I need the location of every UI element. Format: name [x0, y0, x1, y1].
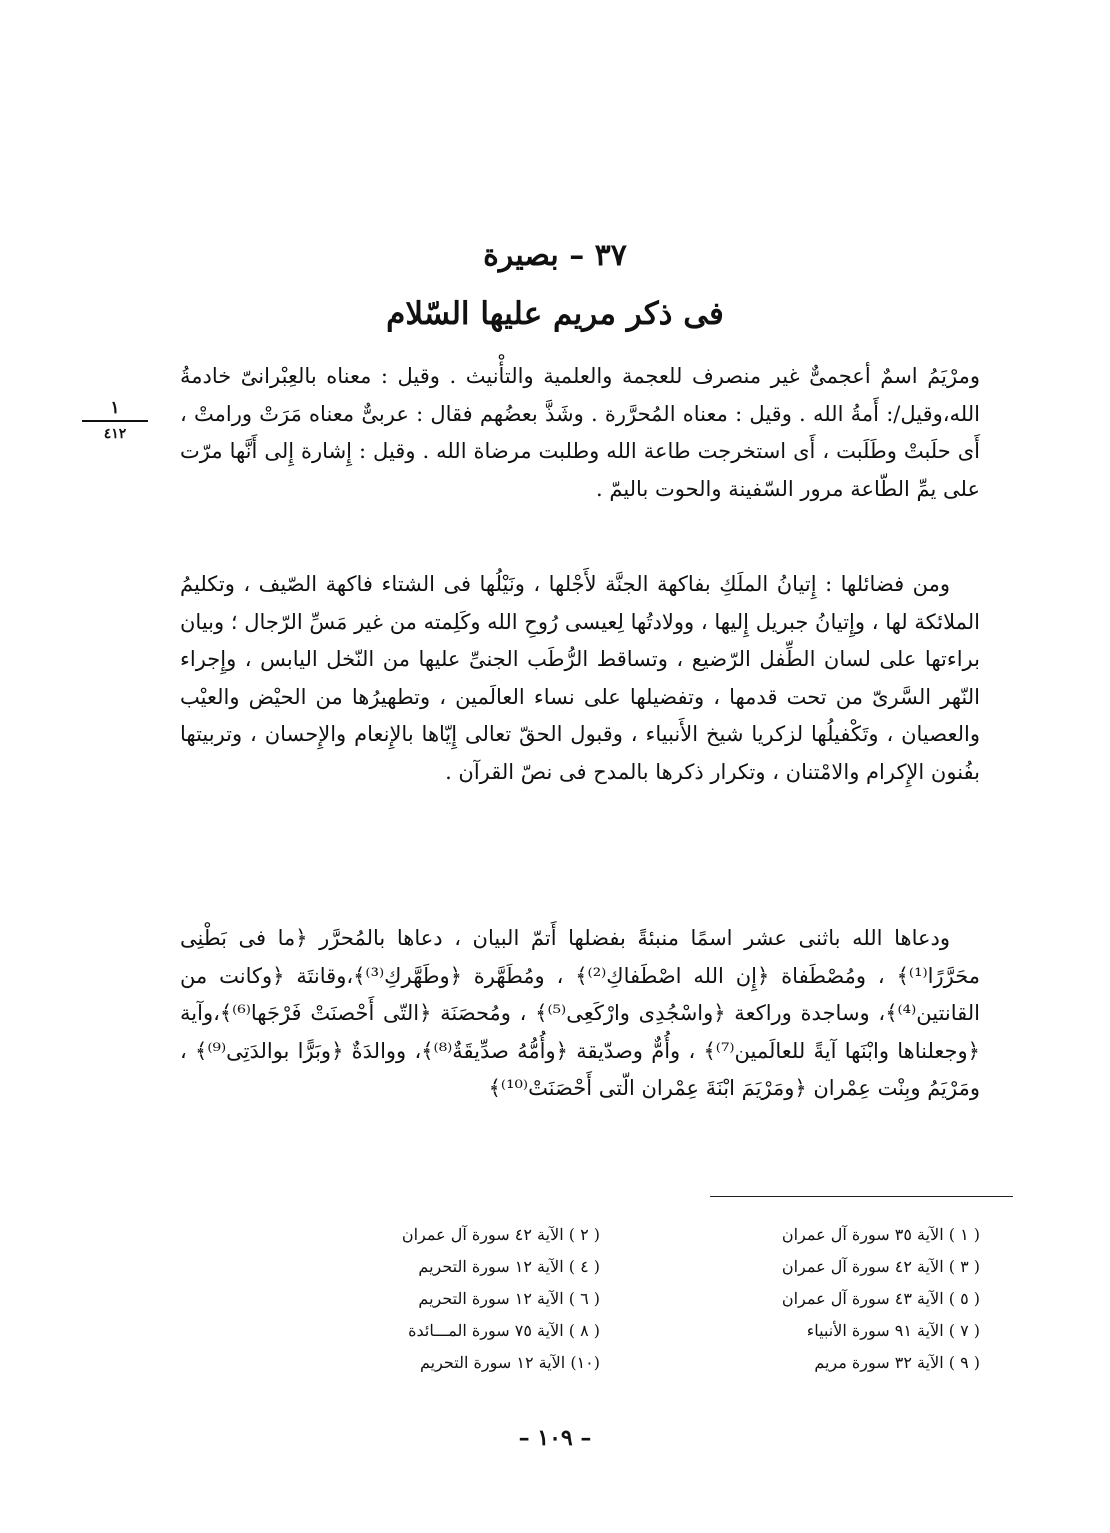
section-title: فى ذكر مريم عليها السّلام — [386, 296, 724, 332]
footnote: ( ٣ ) الآية ٤٢ سورة آل عمران — [781, 1257, 980, 1276]
page-number: – ١٠٩ – — [518, 1425, 592, 1451]
paragraph-text: ومن فضائلها : إِتيانُ الملَكِ بفاكهة الجنَّة لأَجْلها ، ونَيْلُها فى الشتاء فاكهة الصّيف ، وتكليمُ الملائكة لها ، وإِتيانُ جبريل إِليها ، وولادتُها لِعيسى رُوحِ الله وكَلِمته من غير مَسِّ الرّجال ؛ وبيان براءتها على لسان الطِّفل الرّضيع ، وتساقط الرُّطَب الجنىِّ عليها من النّخل اليابس ، وإِجراء النّهر السَّرىّ من تحت قدمها ، وتفضيلها على نساء العالَمين ، وتطهيرُها من الحيْض والعيْب والعصيان ، وتَكْفيلُها لزكريا شيخ الأَنبياء ، وقبول الحقّ تعالى إِيّاها بالإِنعام والإِحسان ، وتربيتها بفُنون الإِكرام والامْتنان ، وتكرار ذكرها بالمدح فى نصّ القرآن . — [180, 572, 980, 784]
footnote: ( ٥ ) الآية ٤٣ سورة آل عمران — [781, 1289, 980, 1308]
margin-reference-rule — [82, 420, 148, 422]
footnote: (١٠) الآية ١٢ سورة التحريم — [420, 1353, 600, 1372]
margin-reference-page: ٤١٢ — [103, 426, 127, 442]
footnote-divider — [710, 1196, 1013, 1197]
footnote: ( ٧ ) الآية ٩١ سورة الأنبياء — [806, 1321, 980, 1340]
footnote: ( ٦ ) الآية ١٢ سورة التحريم — [418, 1289, 600, 1308]
footnote: ( ٤ ) الآية ١٢ سورة التحريم — [418, 1257, 600, 1276]
margin-reference-volume: ١ — [110, 398, 120, 418]
footnote: ( ١ ) الآية ٣٥ سورة آل عمران — [781, 1225, 980, 1244]
section-number-heading: ٣٧ – بصيرة — [483, 238, 627, 273]
body-paragraph — [180, 566, 980, 791]
footnote: ( ٩ ) الآية ٣٢ سورة مريم — [814, 1353, 980, 1372]
footnote: ( ٨ ) الآية ٧٥ سورة المـــائدة — [408, 1321, 600, 1340]
body-paragraph — [180, 358, 980, 508]
paragraph-text: ومرْيَمُ اسمٌ أعجمىٌّ غير منصرف للعجمة والعلمية والتأْنيث . وقيل : معناه بالعِبْرانىّ خادمةُ الله،وقيل/: أَمةُ الله . وقيل : معناه المُحرَّرة . وشَذَّ بعضُهم فقال : عربىٌّ معناه مَرَتْ ورامتْ ، أَى حلَبتْ وطَلَبت ، أَى استخرجت طاعة الله وطلبت مرضاة الله . وقيل : إِشارة إِلى أَنَّها مرّت على يمِّ الطّاعة مرور السّفينة والحوت باليمّ . — [180, 364, 980, 501]
footnotes — [300, 1222, 980, 1376]
body-paragraph — [180, 920, 980, 1108]
margin-page-reference — [82, 398, 148, 444]
paragraph-text: ودعاها الله باثنى عشر اسمًا منبئةً بفضلها أَتمّ البيان ، دعاها بالمُحرَّر ﴿ما فى بَطْنِى محَرَّرًا⁽¹⁾﴾ ، ومُصْطَفاة ﴿إِن الله اصْطَفاكِ⁽²⁾﴾ ، ومُطَهَّرة ﴿وطَهَّركِ⁽³⁾﴾،وقانتَة ﴿وكانت من القانتين⁽⁴⁾﴾، وساجدة وراكعة ﴿واسْجُدِى وارْكَعِى⁽⁵⁾﴾ ، ومُحصَنَة ﴿التّى أَحْصنَتْ فَرْجَها⁽⁶⁾﴾،وآية ﴿وجعلناها وابْنَها آيةً للعالَمين⁽⁷⁾﴾ ، وأُمٌّ وصدّيقة ﴿وأُمُّهُ صدِّيقَةٌ⁽⁸⁾﴾، ووالدَةٌ ﴿وبَرًّا بوالدَتِى⁽⁹⁾﴾ ، ومَرْيَمُ وبِنْت عِمْران ﴿ومَرْيَمَ ابْنَةَ عِمْران الّتى أَحْصَنَتْ⁽¹⁰⁾﴾ — [180, 926, 981, 1100]
footnote: ( ٢ ) الآية ٤٢ سورة آل عمران — [401, 1225, 600, 1244]
